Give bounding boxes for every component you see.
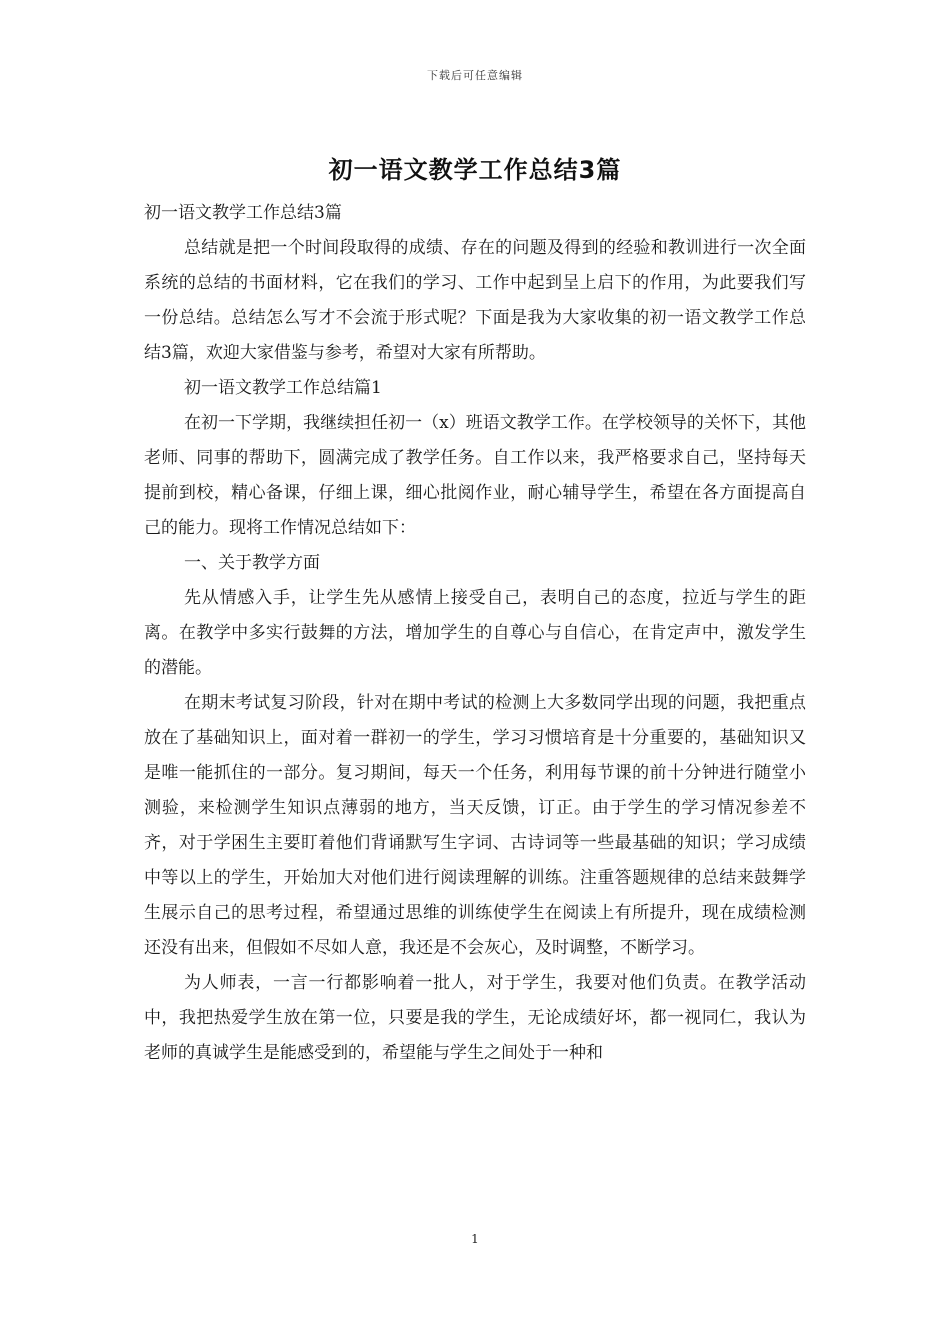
document-body (144, 196, 806, 1071)
header-note: 下载后可任意编辑 (427, 69, 523, 82)
body-paragraph: 在初一下学期，我继续担任初一（x）班语文教学工作。在学校领导的关怀下，其他老师、同事的帮助下，圆满完成了教学任务。自工作以来，我严格要求自己，坚持每天提前到校，精心备课，仔细上课，细心批阅作业，耐心辅导学生，希望在各方面提高自己的能力。现将工作情况总结如下： (144, 413, 806, 538)
section-heading-teaching: 一、关于教学方面 (184, 553, 320, 573)
body-paragraph: 为人师表，一言一行都影响着一批人，对于学生，我要对他们负责。在教学活动中，我把热爱学生放在第一位，只要是我的学生，无论成绩好坏，都一视同仁，我认为老师的真诚学生是能感受到的，希望能与学生之间处于一种和 (144, 973, 806, 1063)
body-paragraph: 在期末考试复习阶段，针对在期中考试的检测上大多数同学出现的问题，我把重点放在了基础知识上，面对着一群初一的学生，学习习惯培育是十分重要的，基础知识又是唯一能抓住的一部分。复习期间，每天一个任务，利用每节课的前十分钟进行随堂小测验，来检测学生知识点薄弱的地方，当天反馈，订正。由于学生的学习情况参差不齐，对于学困生主要盯着他们背诵默写生字词、古诗词等一些最基础的知识；学习成绩中等以上的学生，开始加大对他们进行阅读理解的训练。注重答题规律的总结来鼓舞学生展示自己的思考过程，希望通过思维的训练使学生在阅读上有所提升，现在成绩检测还没有出来，但假如不尽如人意，我还是不会灰心，及时调整，不断学习。 (144, 693, 806, 958)
section-heading-part1: 初一语文教学工作总结篇1 (184, 378, 382, 398)
page-number: 1 (471, 1232, 479, 1246)
intro-paragraph: 总结就是把一个时间段取得的成绩、存在的问题及得到的经验和教训进行一次全面系统的总结的书面材料，它在我们的学习、工作中起到呈上启下的作用，为此要我们写一份总结。总结怎么写才不会流于形式呢？下面是我为大家收集的初一语文教学工作总结3篇，欢迎大家借鉴与参考，希望对大家有所帮助。 (144, 238, 806, 363)
body-paragraph: 先从情感入手，让学生先从感情上接受自己，表明自己的态度，拉近与学生的距离。在教学中多实行鼓舞的方法，增加学生的自尊心与自信心，在肯定声中，激发学生的潜能。 (144, 588, 806, 678)
document-subtitle: 初一语文教学工作总结3篇 (144, 203, 342, 223)
document-title: 初一语文教学工作总结3篇 (328, 156, 622, 184)
